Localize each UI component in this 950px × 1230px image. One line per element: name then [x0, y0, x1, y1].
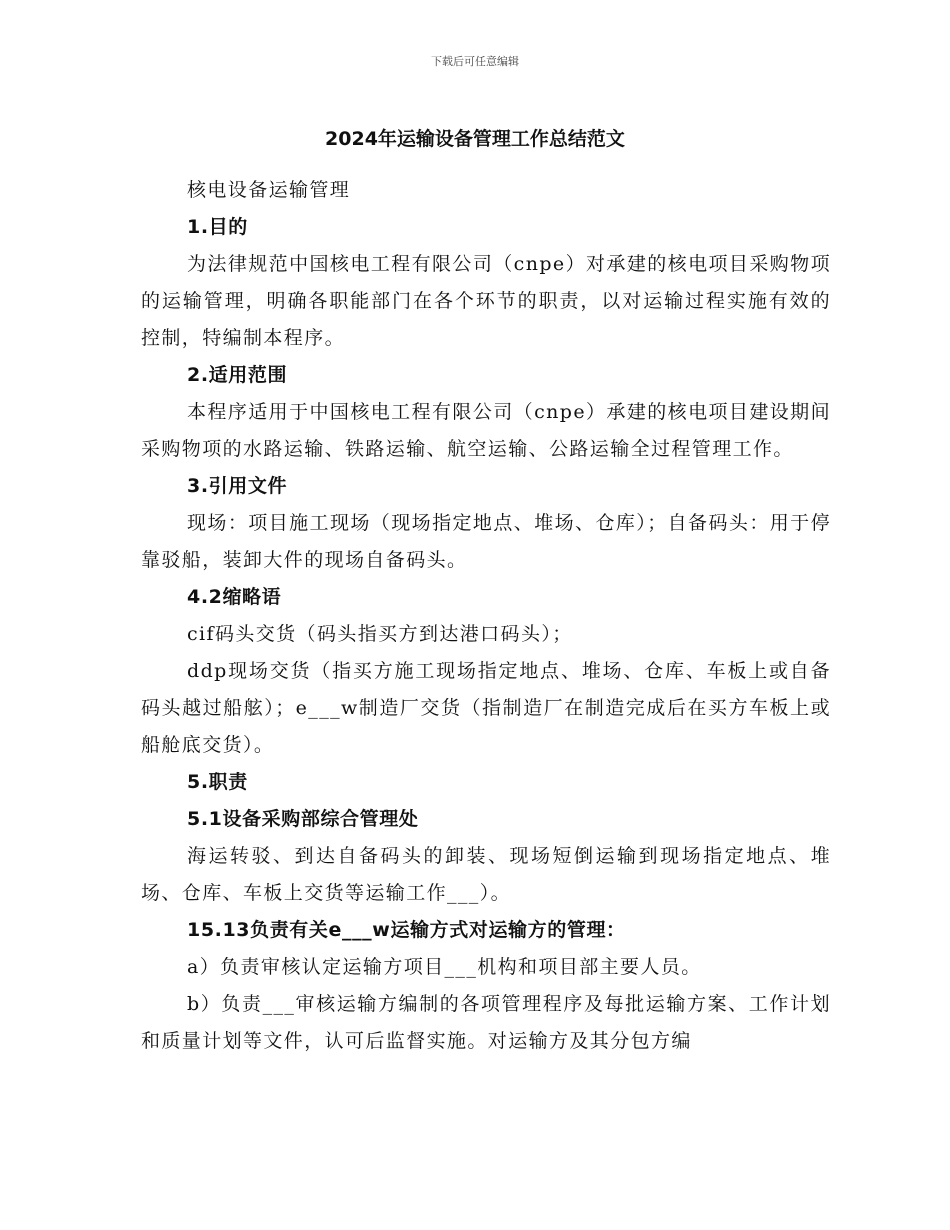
list-item: a）负责审核认定运输方项目___机构和项目部主要人员。: [187, 956, 702, 978]
section-heading: 2.适用范围: [187, 364, 288, 386]
section-heading: 5.职责: [187, 771, 248, 793]
body-paragraph: ddp现场交货（指买方施工现场指定地点、堆场、仓库、车板上或自备码头越过船舷）；e___w制造厂交货（指制造厂在制造完成后在买方车板上或船舱底交货）。: [141, 660, 831, 756]
body-paragraph: 为法律规范中国核电工程有限公司（cnpe）对承建的核电项目采购物项的运输管理，明确各职能部门在各个环节的职责，以对运输过程实施有效的控制，特编制本程序。: [141, 253, 831, 349]
section-heading: 4.2缩略语: [187, 586, 282, 608]
subsection-heading: 5.1设备采购部综合管理处: [187, 808, 419, 830]
document-title: 2024年运输设备管理工作总结范文: [325, 128, 625, 150]
body-paragraph: cif码头交货（码头指买方到达港口码头）；: [187, 623, 573, 645]
section-heading: 3.引用文件: [187, 475, 288, 497]
list-item: b）负责___审核运输方编制的各项管理程序及每批运输方案、工作计划和质量计划等文件，认可后监督实施。对运输方及其分包方编: [141, 993, 831, 1052]
subsection-heading: 15.13负责有关e___w运输方式对运输方的管理：: [187, 919, 626, 941]
intro-paragraph: 核电设备运输管理: [187, 179, 351, 201]
body-paragraph: 本程序适用于中国核电工程有限公司（cnpe）承建的核电项目建设期间采购物项的水路运输、铁路运输、航空运输、公路运输全过程管理工作。: [141, 401, 831, 460]
body-paragraph: 现场：项目施工现场（现场指定地点、堆场、仓库）；自备码头：用于停靠驳船，装卸大件的现场自备码头。: [141, 512, 831, 571]
body-paragraph: 海运转驳、到达自备码头的卸装、现场短倒运输到现场指定地点、堆场、仓库、车板上交货等运输工作___）。: [141, 845, 831, 904]
document-body: [141, 172, 831, 1060]
section-heading: 1.目的: [187, 216, 248, 238]
header-note: 下载后可任意编辑: [431, 55, 519, 68]
